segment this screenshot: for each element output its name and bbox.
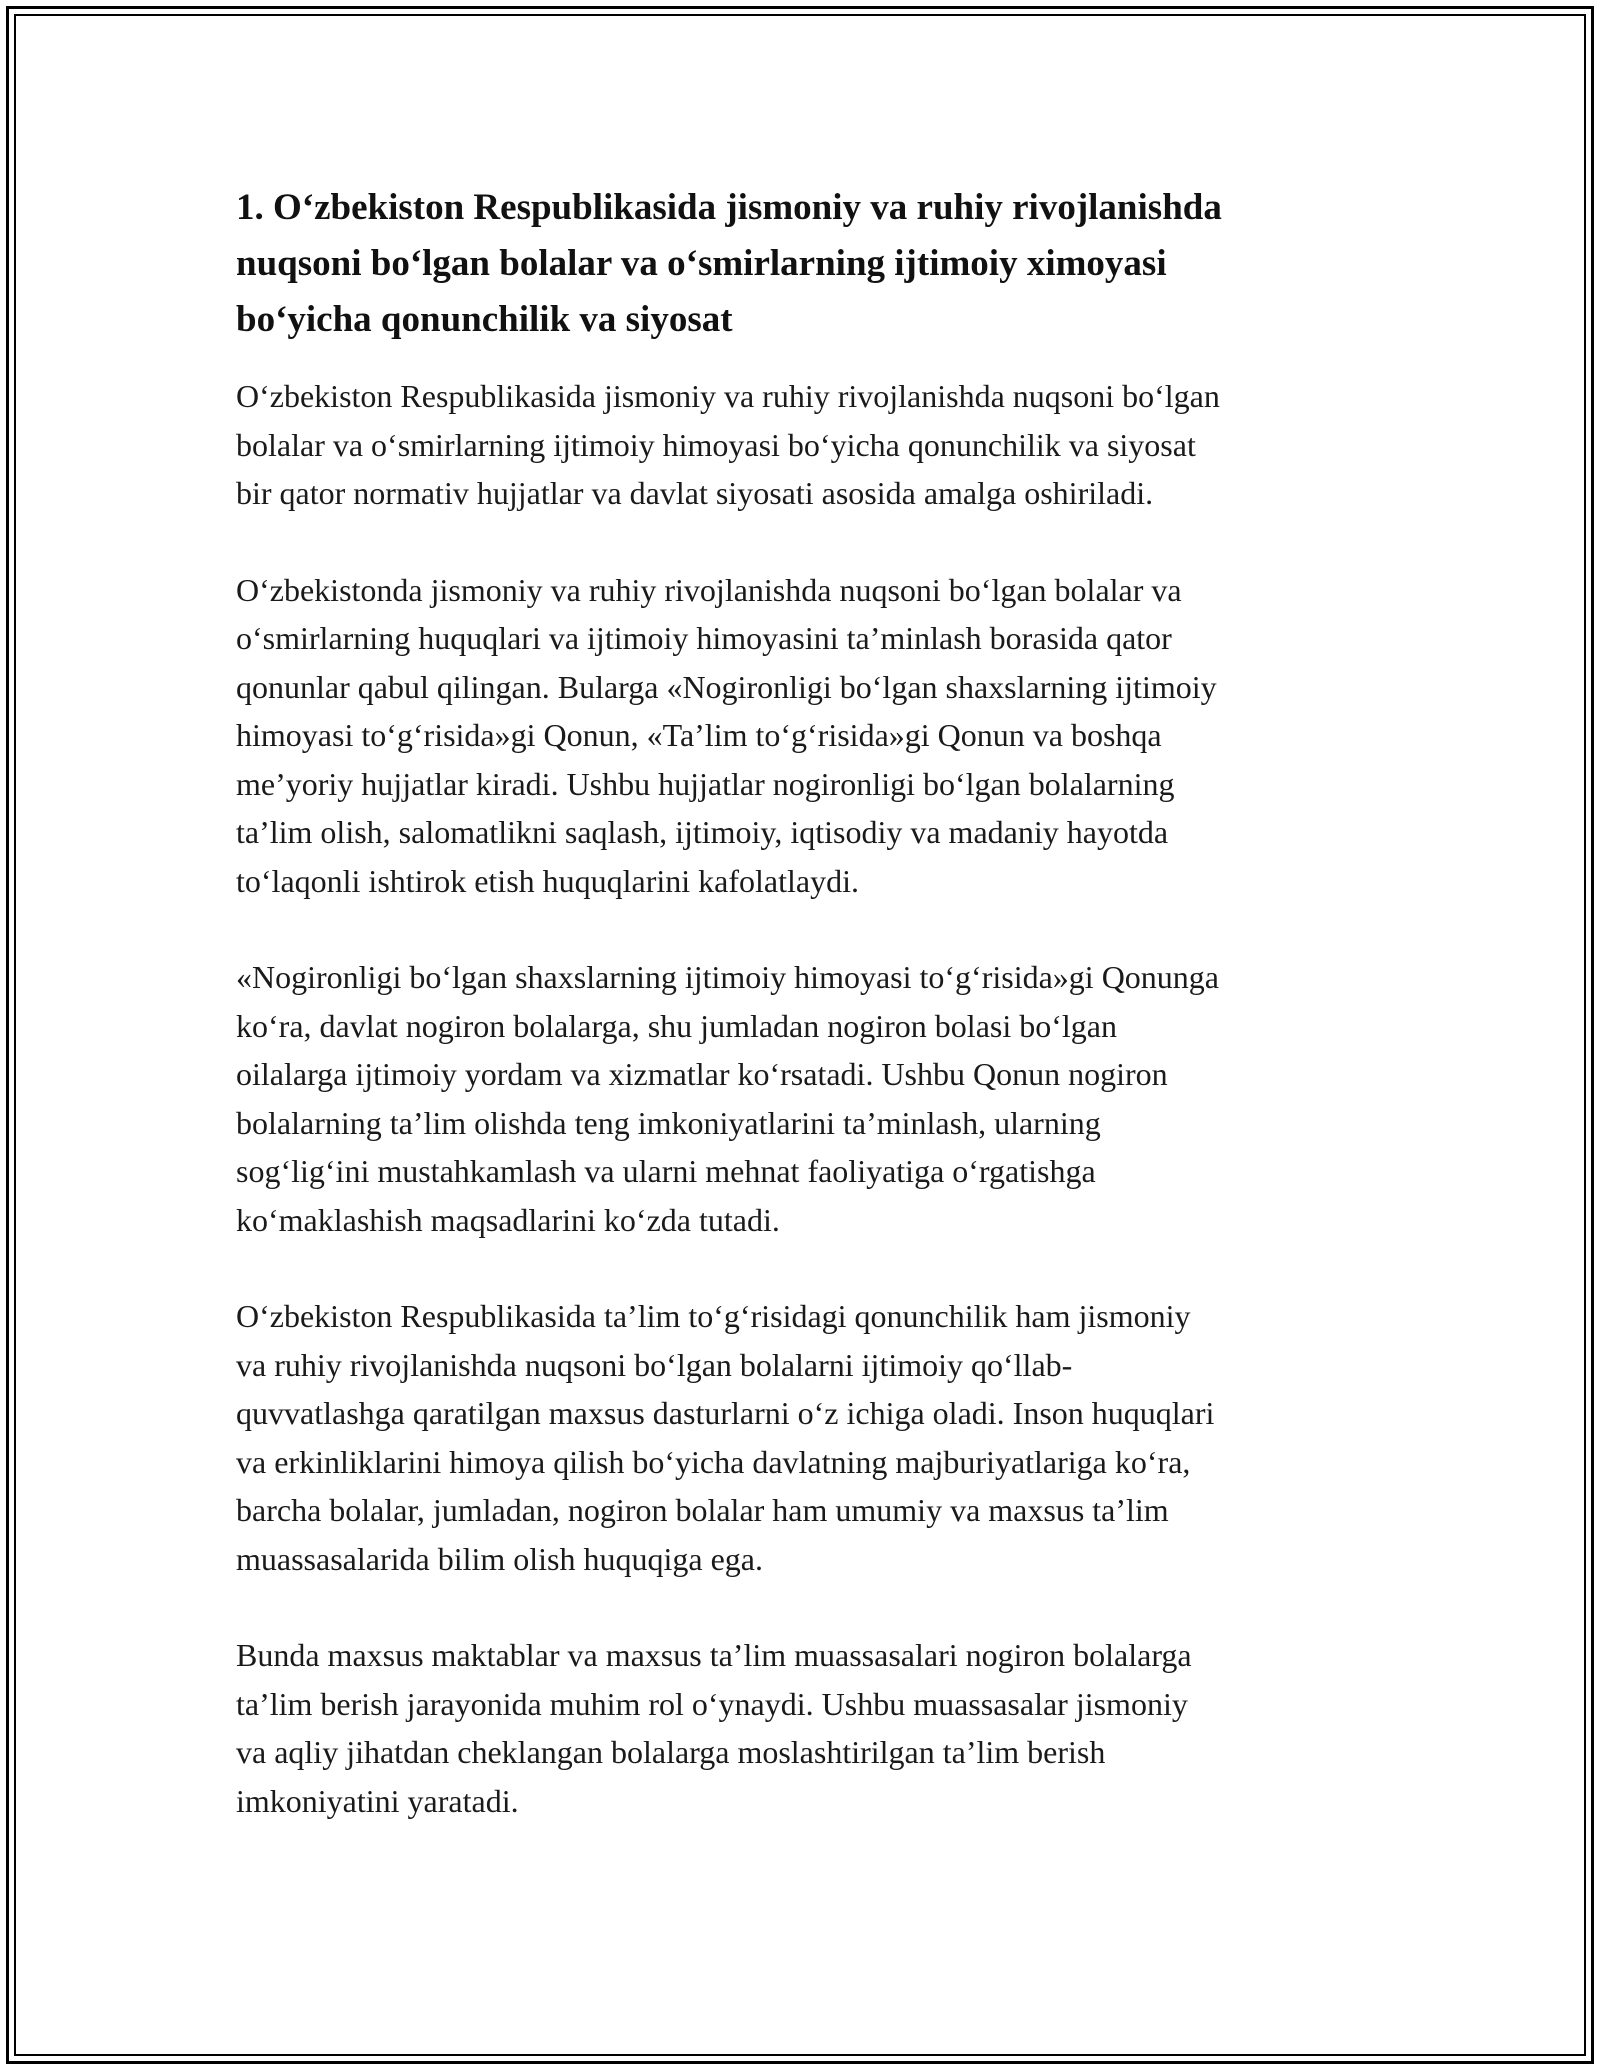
paragraph-line: ko‘maklashish maqsadlarini ko‘zda tutadi.: [236, 1201, 780, 1238]
heading-line: nuqsoni bo‘lgan bolalar va o‘smirlarning ijtimoiy ximoyasi: [236, 243, 1167, 284]
paragraph-line: me’yoriy hujjatlar kiradi. Ushbu hujjatlar nogironligi bo‘lgan bolalarning: [236, 765, 1175, 802]
heading-line: 1. O‘zbekiston Respublikasida jismoniy va ruhiy rivojlanishda: [236, 187, 1222, 228]
paragraph-line: to‘laqonli ishtirok etish huquqlarini kafolatlaydi.: [236, 862, 859, 899]
section-heading: [236, 180, 1376, 348]
paragraph-line: imkoniyatini yaratadi.: [236, 1782, 519, 1819]
paragraph-line: Bunda maxsus maktablar va maxsus ta’lim muassasalari nogiron bolalarga: [236, 1637, 1192, 1673]
paragraph-line: O‘zbekiston Respublikasida jismoniy va ruhiy rivojlanishda nuqsoni bo‘lgan: [236, 378, 1220, 414]
paragraph-line: oilalarga ijtimoiy yordam va xizmatlar ko‘rsatadi. Ushbu Qonun nogiron: [236, 1056, 1168, 1092]
paragraph-line: bir qator normativ hujjatlar va davlat siyosati asosida amalga oshiriladi.: [236, 475, 1154, 511]
heading-line: bo‘yicha qonunchilik va siyosat: [236, 299, 733, 340]
paragraph-line: ko‘ra, davlat nogiron bolalarga, shu jumladan nogiron bolasi bo‘lgan: [236, 1007, 1117, 1044]
paragraph-line: ta’lim olish, salomatlikni saqlash, ijtimoiy, iqtisodiy va madaniy hayotda: [236, 814, 1169, 850]
paragraph-line: «Nogironligi bo‘lgan shaxslarning ijtimoiy himoyasi to‘g‘risida»gi Qonunga: [236, 959, 1219, 995]
paragraph-line: O‘zbekiston Respublikasida ta’lim to‘g‘risidagi qonunchilik ham jismoniy: [236, 1298, 1191, 1334]
paragraph-line: qonunlar qabul qilingan. Bularga «Nogironligi bo‘lgan shaxslarning ijtimoiy: [236, 668, 1217, 705]
paragraph-line: bolalar va o‘smirlarning ijtimoiy himoyasi bo‘yicha qonunchilik va siyosat: [236, 426, 1196, 463]
paragraph-laws: [236, 566, 1376, 906]
paragraph-intro: [236, 372, 1376, 518]
paragraph-line: va aqliy jihatdan cheklangan bolalarga moslashtirilgan ta’lim berish: [236, 1734, 1106, 1770]
paragraph-special-schools: [236, 1631, 1376, 1825]
paragraph-social-protection-law: [236, 953, 1376, 1244]
paragraph-line: quvvatlashga qaratilgan maxsus dasturlarni o‘z ichiga oladi. Inson huquqlari: [236, 1395, 1215, 1431]
paragraph-line: o‘smirlarning huquqlari va ijtimoiy himoyasini ta’minlash borasida qator: [236, 620, 1172, 656]
paragraph-line: himoyasi to‘g‘risida»gi Qonun, «Ta’lim to‘g‘risida»gi Qonun va boshqa: [236, 717, 1162, 753]
paragraph-line: sog‘lig‘ini mustahkamlash va ularni mehnat faoliyatiga o‘rgatishga: [236, 1153, 1096, 1189]
document-body: [236, 180, 1376, 1873]
paragraph-line: muassasalarida bilim olish huquqiga ega.: [236, 1540, 763, 1577]
paragraph-line: O‘zbekistonda jismoniy va ruhiy rivojlanishda nuqsoni bo‘lgan bolalar va: [236, 571, 1182, 608]
paragraph-line: barcha bolalar, jumladan, nogiron bolalar ham umumiy va maxsus ta’lim: [236, 1492, 1169, 1528]
paragraph-line: bolalarning ta’lim olishda teng imkoniyatlarini ta’minlash, ularning: [236, 1104, 1101, 1141]
paragraph-education-law: [236, 1292, 1376, 1583]
paragraph-line: ta’lim berish jarayonida muhim rol o‘ynaydi. Ushbu muassasalar jismoniy: [236, 1685, 1188, 1722]
paragraph-line: va erkinliklarini himoya qilish bo‘yicha davlatning majburiyatlariga ko‘ra,: [236, 1443, 1191, 1480]
paragraph-line: va ruhiy rivojlanishda nuqsoni bo‘lgan bolalarni ijtimoiy qo‘llab-: [236, 1346, 1073, 1383]
